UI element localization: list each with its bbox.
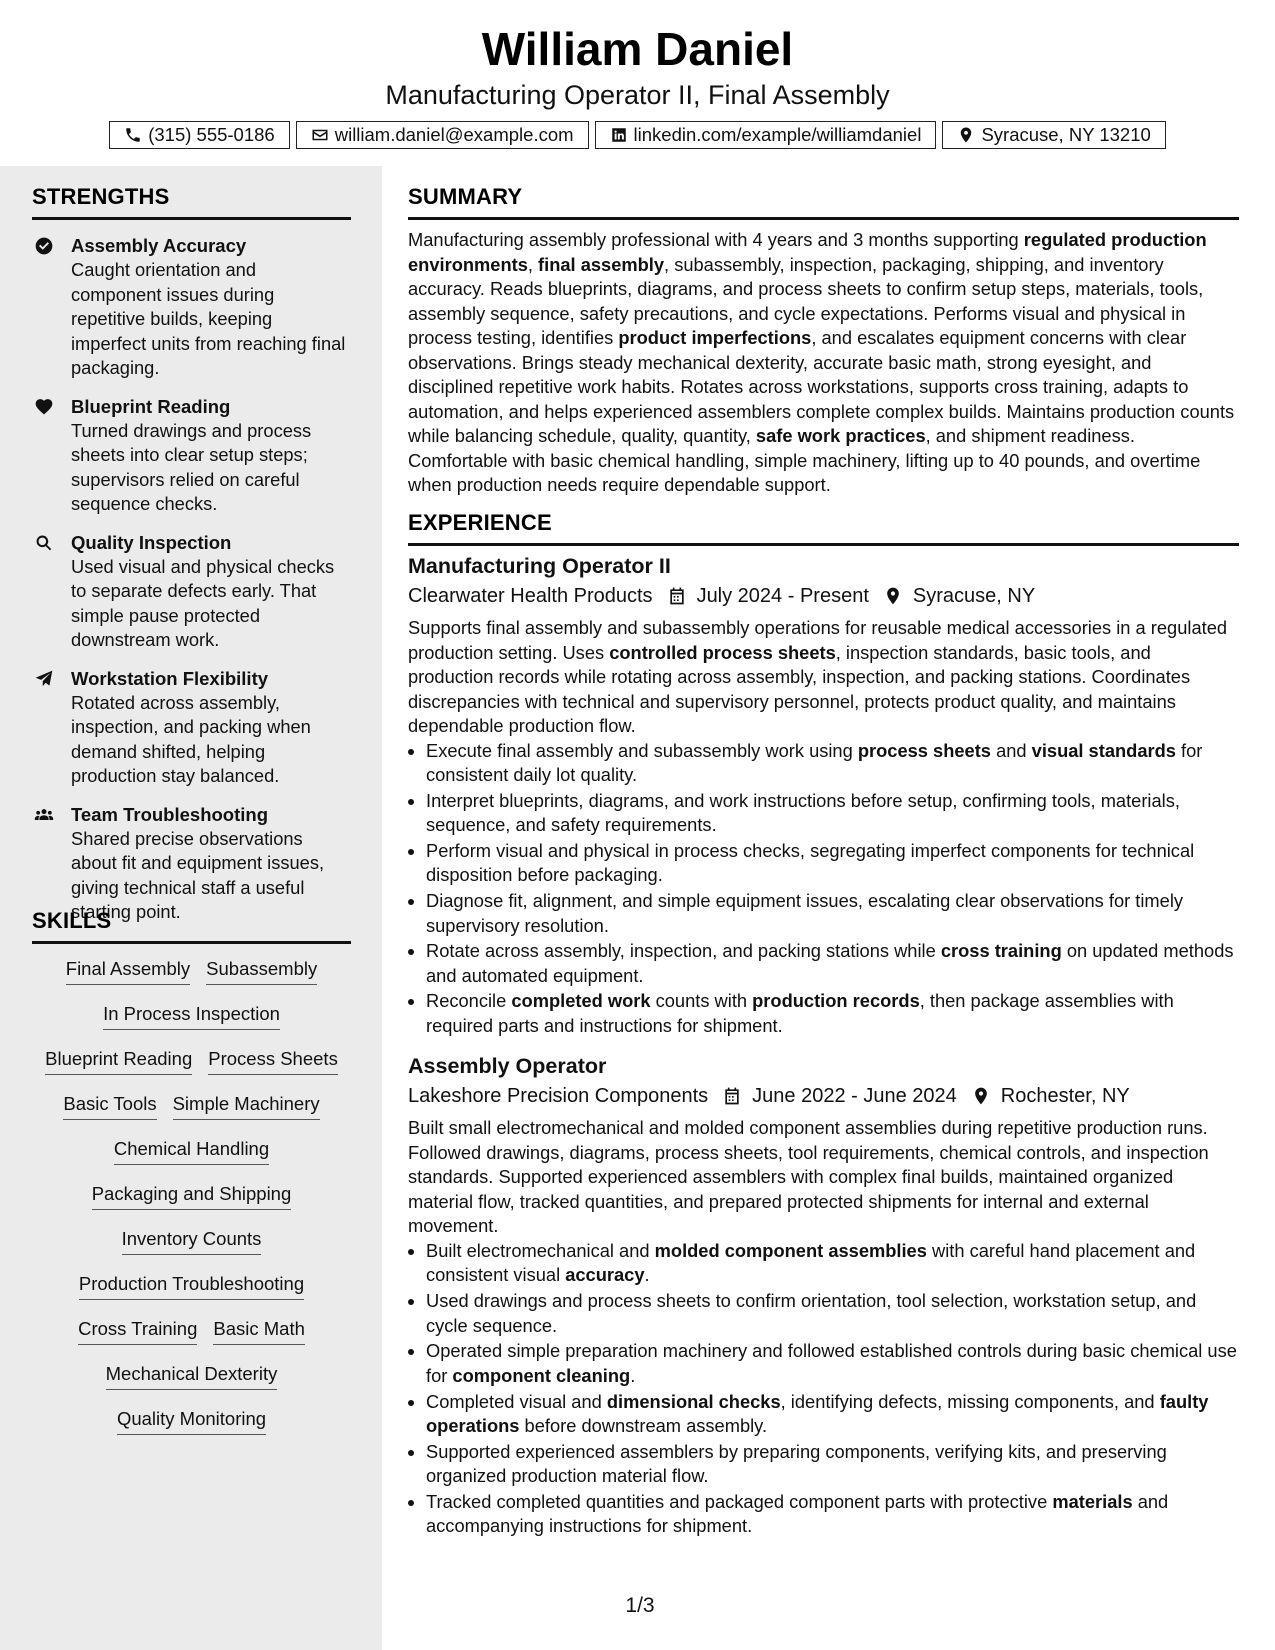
- job-description: [408, 1116, 1239, 1239]
- bold-text: process sheets: [857, 739, 991, 761]
- skill-tag: Quality Monitoring: [117, 1406, 266, 1435]
- job-title: Assembly Operator: [408, 1054, 607, 1079]
- summary-section: [408, 184, 1239, 498]
- calendar-icon: [722, 1086, 742, 1106]
- skill-tag: Basic Math: [213, 1316, 305, 1345]
- job-company: Clearwater Health Products: [408, 585, 653, 607]
- strength-title: Assembly Accuracy: [71, 235, 247, 256]
- strength-item: [32, 803, 351, 925]
- users-icon: [34, 805, 54, 825]
- sidebar: [0, 166, 382, 1650]
- job-description: [408, 616, 1239, 739]
- text-run: for consistent daily lot quality.: [426, 739, 1203, 785]
- skill-tag: Basic Tools: [63, 1091, 156, 1120]
- skill-tag: Inventory Counts: [122, 1226, 262, 1255]
- skills-list: [32, 956, 351, 1451]
- job-meta: [408, 1082, 1239, 1110]
- phone-icon: [124, 126, 142, 144]
- text-run: and accompanying instructions for shipment.: [426, 1490, 1169, 1537]
- calendar-icon: [667, 586, 687, 606]
- job-bullet: [426, 839, 1239, 888]
- contact-bar: [0, 121, 1275, 149]
- bold-text: product imperfections: [618, 327, 812, 348]
- text-run: Built electromechanical and: [426, 1239, 655, 1261]
- strength-title: Quality Inspection: [71, 531, 232, 553]
- strength-item: [32, 531, 351, 653]
- job-meta: [408, 582, 1239, 610]
- text-run: and: [990, 739, 1032, 761]
- contact-linkedin[interactable]: [595, 121, 937, 149]
- strength-desc: Rotated across assembly, inspection, and packing when demand shifted, helping production stay balanced.: [71, 691, 311, 786]
- text-run: , identifying defects, missing components, and: [780, 1390, 1160, 1412]
- map-pin-icon: [957, 126, 975, 144]
- phone-text: (315) 555-0186: [148, 124, 275, 145]
- text-run: Supports final assembly and subassembly operations for reusable medical accessories in a regulated production setting. Uses: [408, 617, 1228, 663]
- bold-text: regulated production environments: [408, 229, 1207, 275]
- text-run: on updated methods and automated equipment.: [426, 940, 1234, 986]
- text-run: before downstream assembly.: [519, 1415, 768, 1436]
- strength-desc: Used visual and physical checks to separate defects early. That simple pause protected downstream work.: [71, 555, 335, 650]
- skills-rule: [32, 941, 351, 944]
- skill-tag: Chemical Handling: [114, 1136, 269, 1165]
- text-run: Manufacturing assembly professional with 4 years and 3 months supporting: [408, 229, 1024, 250]
- bold-text: visual standards: [1031, 739, 1176, 761]
- text-run: ,: [527, 253, 539, 275]
- page-number: 1/3: [625, 1594, 655, 1617]
- job-bullet: [426, 939, 1239, 988]
- text-run: Tracked completed quantities and packaged component parts with protective: [426, 1490, 1053, 1512]
- job-bullet: [426, 1239, 1239, 1288]
- skill-tag: Blueprint Reading: [45, 1046, 192, 1075]
- skill-tag: Final Assembly: [66, 956, 190, 985]
- map-pin-icon: [971, 1086, 991, 1106]
- bold-text: materials: [1052, 1490, 1133, 1512]
- text-run: Interpret blueprints, diagrams, and work instructions before setup, confirming tools, materials, sequence, and safety requirements.: [426, 789, 1180, 836]
- text-run: , and escalates equipment concerns with clear observations. Brings steady mechanical dexterity, accurate basic math, strong eyesight, and disciplined repetitive work habits. Rotates across workstations, supports cross training, adapts to automation, and helps experienced assemblers complete complex builds. Maintains production counts while balancing schedule, quality, quantity,: [408, 327, 1235, 446]
- skill-tag: Production Troubleshooting: [79, 1271, 304, 1300]
- skill-tag: Subassembly: [206, 956, 317, 985]
- text-run: Operated simple preparation machinery and followed established controls during basic chemical use for: [426, 1340, 1237, 1386]
- job-bullets: [408, 739, 1239, 1039]
- text-run: .: [644, 1264, 650, 1286]
- text-run: Supported experienced assemblers by preparing components, verifying kits, and preserving organized production material flow.: [426, 1440, 1167, 1487]
- contact-location[interactable]: [942, 121, 1165, 149]
- job-location: Syracuse, NY: [912, 585, 1036, 607]
- map-pin-icon: [883, 586, 903, 606]
- contact-phone[interactable]: [109, 121, 290, 149]
- experience-section: [408, 510, 1239, 1540]
- job-bullet: [426, 889, 1239, 938]
- text-run: Execute final assembly and subassembly work using: [426, 739, 858, 761]
- bold-text: cross training: [940, 940, 1062, 962]
- text-run: Perform visual and physical in process checks, segregating imperfect components for technical disposition before packaging.: [426, 839, 1195, 886]
- text-run: , subassembly, inspection, packaging, shipping, and inventory accuracy. Reads blueprints, diagrams, and process sheets to confirm setup steps, materials, tools, assembly sequence, safety precautions, and cycle expectations. Performs visual and physical in process testing, identifies: [408, 253, 1204, 348]
- text-run: with careful hand placement and consistent visual: [426, 1239, 1196, 1286]
- skills-heading: SKILLS: [32, 908, 112, 933]
- job-bullet: [426, 1390, 1239, 1439]
- text-run: Diagnose fit, alignment, and simple equipment issues, escalating clear observations for timely supervisory resolution.: [426, 890, 1184, 936]
- skill-tag: In Process Inspection: [103, 1001, 280, 1030]
- job-bullet: [426, 789, 1239, 838]
- envelope-icon: [311, 126, 329, 144]
- bold-text: controlled process sheets: [609, 641, 836, 663]
- summary-rule: [408, 217, 1239, 220]
- skill-row: [32, 1136, 351, 1181]
- skill-row: [32, 1406, 351, 1451]
- job-bullet: [426, 989, 1239, 1038]
- text-run: Reconcile: [426, 990, 512, 1012]
- text-run: , inspection standards, basic tools, and production records while rotating across assembly, inspection, and packing stations. Coordinates discrepancies with technical and supervisory personnel, protects product quality, and maintains dependable production flow.: [408, 641, 1191, 736]
- job-company: Lakeshore Precision Components: [408, 1085, 709, 1108]
- skill-tag: Packaging and Shipping: [92, 1181, 292, 1210]
- email-text: william.daniel@example.com: [334, 124, 574, 145]
- text-run: , and shipment readiness. Comfortable with basic chemical handling, simple machinery, lifting up to 40 pounds, and overtime when production needs require dependable support.: [408, 425, 1201, 495]
- strength-title: Blueprint Reading: [71, 395, 231, 417]
- job-entry: [408, 1052, 1239, 1538]
- job-bullet: [426, 1289, 1239, 1338]
- job-title: Manufacturing Operator II: [408, 554, 671, 578]
- job-bullet: [426, 739, 1239, 788]
- resume-header: [0, 0, 1275, 166]
- bold-text: faulty operations: [426, 1390, 1209, 1436]
- bold-text: molded component assemblies: [654, 1239, 927, 1261]
- skill-row: [32, 1091, 351, 1136]
- contact-email[interactable]: [296, 121, 589, 149]
- skill-row: [32, 1001, 351, 1046]
- job-bullet: [426, 1440, 1239, 1489]
- bold-text: accuracy: [565, 1264, 645, 1286]
- strength-title: Team Troubleshooting: [71, 803, 268, 825]
- strengths-heading: STRENGTHS: [32, 184, 170, 209]
- summary-heading: SUMMARY: [408, 184, 523, 209]
- bold-text: completed work: [511, 990, 651, 1012]
- bold-text: production records: [752, 990, 920, 1012]
- paper-plane-icon: [34, 669, 54, 689]
- text-run: Rotate across assembly, inspection, and packing stations while: [426, 940, 941, 962]
- heart-icon: [34, 397, 54, 417]
- job-bullet: [426, 1339, 1239, 1388]
- strength-desc: Shared precise observations about fit and equipment issues, giving technical staff a useful starting point.: [71, 827, 325, 922]
- experience-heading: EXPERIENCE: [408, 510, 552, 535]
- job-dates: July 2024 - Present: [696, 585, 869, 607]
- skill-row: [32, 1316, 351, 1361]
- skill-row: [32, 1046, 351, 1091]
- job-bullets: [408, 1239, 1239, 1539]
- text-run: , then package assemblies with required parts and instructions for shipment.: [426, 990, 1174, 1036]
- linkedin-text: linkedin.com/example/williamdaniel: [633, 124, 922, 145]
- skill-tag: Process Sheets: [208, 1046, 338, 1075]
- text-run: Built small electromechanical and molded component assemblies during repetitive production runs. Followed drawings, diagrams, process sheets, tool requirements, chemical controls, and inspection standards. Supported experienced assemblers with complex final builds, maintained organized material flow, tracked quantities, and prepared protected shipments for internal and external movement.: [408, 1117, 1209, 1237]
- strength-desc: Caught orientation and component issues during repetitive builds, keeping imperfect units from reaching final packaging.: [71, 259, 346, 378]
- strength-item: [32, 234, 351, 381]
- job-bullet: [426, 1490, 1239, 1539]
- strength-desc: Turned drawings and process sheets into clear setup steps; supervisors relied on careful sequence checks.: [71, 419, 312, 514]
- skill-row: [32, 1271, 351, 1316]
- text-run: .: [630, 1364, 636, 1386]
- skill-row: [32, 1181, 351, 1226]
- bold-text: dimensional checks: [606, 1390, 781, 1412]
- skill-row: [32, 1226, 351, 1271]
- strength-item: [32, 667, 351, 789]
- linkedin-icon: [610, 126, 628, 144]
- text-run: counts with: [650, 990, 753, 1012]
- location-text: Syracuse, NY 13210: [981, 124, 1151, 145]
- bold-text: final assembly: [538, 253, 665, 275]
- bold-text: safe work practices: [755, 425, 926, 446]
- strengths-section: [32, 184, 351, 939]
- skill-tag: Cross Training: [78, 1316, 197, 1345]
- skill-row: [32, 956, 351, 1001]
- strength-item: [32, 395, 351, 517]
- check-circle-icon: [34, 236, 54, 256]
- job-entry: [408, 552, 1239, 1038]
- summary-text: [408, 228, 1239, 498]
- text-run: Completed visual and: [426, 1390, 607, 1412]
- skill-tag: Mechanical Dexterity: [106, 1361, 278, 1390]
- text-run: Used drawings and process sheets to confirm orientation, tool selection, workstation setup, and cycle sequence.: [426, 1290, 1197, 1336]
- candidate-name: William Daniel: [481, 23, 794, 75]
- search-icon: [34, 533, 54, 553]
- candidate-title: Manufacturing Operator II, Final Assembly: [385, 80, 890, 110]
- job-dates: June 2022 - June 2024: [752, 1085, 957, 1108]
- bold-text: component cleaning: [452, 1364, 631, 1386]
- skill-row: [32, 1361, 351, 1406]
- experience-rule: [408, 543, 1239, 546]
- job-location: Rochester, NY: [1000, 1085, 1130, 1108]
- skills-section: [32, 908, 351, 1451]
- strength-title: Workstation Flexibility: [71, 667, 269, 689]
- skill-tag: Simple Machinery: [173, 1091, 320, 1120]
- strengths-rule: [32, 217, 351, 220]
